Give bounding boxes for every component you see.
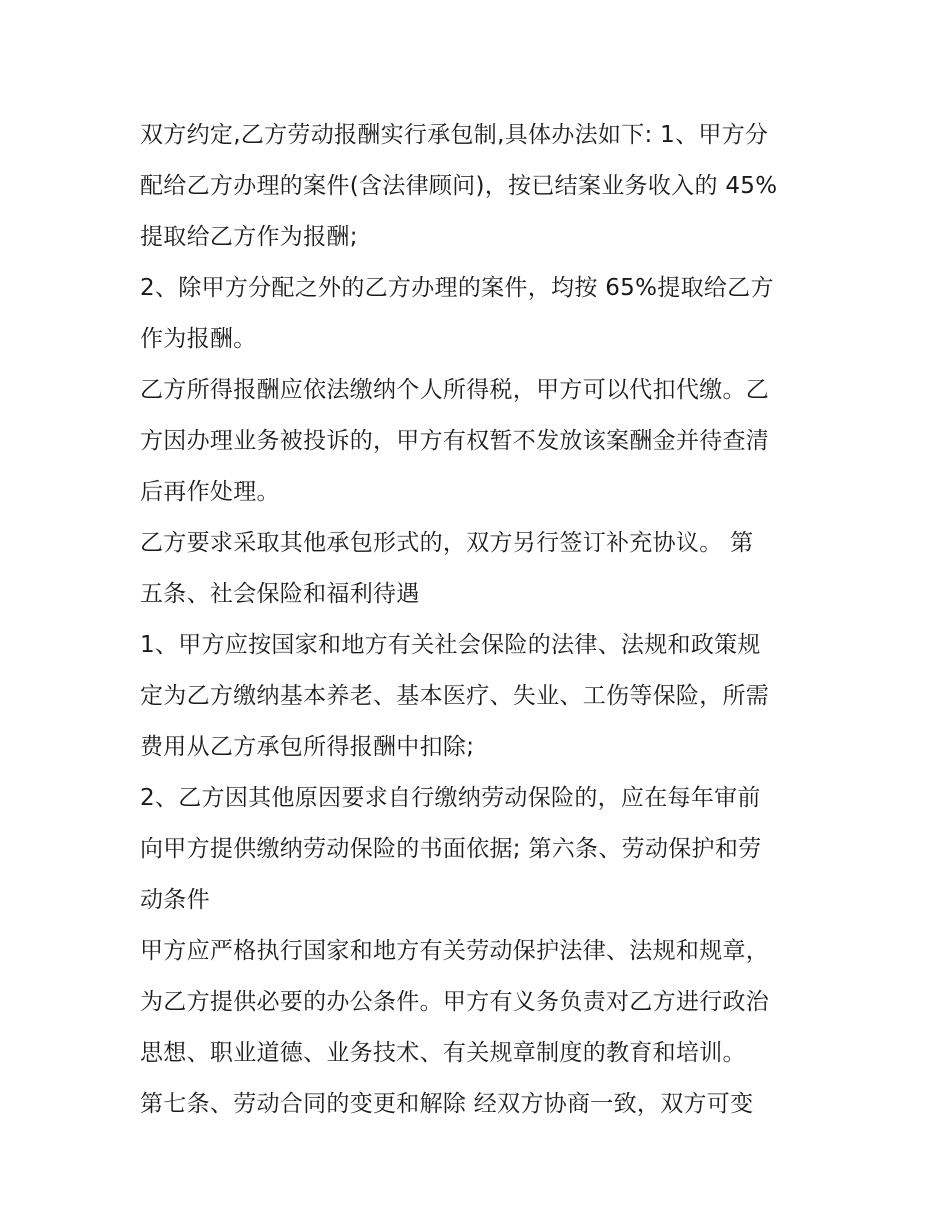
- text-line: 甲方应严格执行国家和地方有关劳动保护法律、法规和规章，: [140, 938, 770, 964]
- text-line: 乙方所得报酬应依法缴纳个人所得税，甲方可以代扣代缴。乙: [140, 377, 770, 403]
- text-line: 乙方要求采取其他承包形式的，双方另行签订补充协议。 第: [140, 530, 754, 556]
- text-line: 动条件: [140, 887, 210, 913]
- text-line: 思想、职业道德、业务技术、有关规章制度的教育和培训。: [140, 1040, 746, 1066]
- text-line: 后再作处理。: [140, 479, 280, 505]
- text-line: 配给乙方办理的案件(含法律顾问)，按已结案业务收入的 45%: [140, 173, 778, 199]
- text-line: 方因办理业务被投诉的，甲方有权暂不发放该案酬金并待查清: [140, 428, 770, 454]
- text-line: 双方约定,乙方劳动报酬实行承包制,具体办法如下: 1、甲方分: [140, 122, 769, 148]
- text-line: 2、乙方因其他原因要求自行缴纳劳动保险的，应在每年审前: [140, 785, 761, 811]
- text-line: 费用从乙方承包所得报酬中扣除;: [140, 734, 475, 760]
- text-line: 作为报酬。: [140, 326, 257, 352]
- text-line: 向甲方提供缴纳劳动保险的书面依据; 第六条、劳动保护和劳: [140, 836, 762, 862]
- text-line: 为乙方提供必要的办公条件。甲方有义务负责对乙方进行政治: [140, 989, 770, 1015]
- text-line: 1、甲方应按国家和地方有关社会保险的法律、法规和政策规: [140, 632, 761, 658]
- text-line: 第七条、劳动合同的变更和解除 经双方协商一致，双方可变: [140, 1091, 754, 1117]
- section-heading: 五条、社会保险和福利待遇: [140, 581, 420, 607]
- text-line: 定为乙方缴纳基本养老、基本医疗、失业、工伤等保险，所需: [140, 683, 770, 709]
- document-body: [140, 110, 820, 1130]
- text-line: 2、除甲方分配之外的乙方办理的案件，均按 65%提取给乙方: [140, 275, 774, 301]
- text-line: 提取给乙方作为报酬;: [140, 224, 358, 250]
